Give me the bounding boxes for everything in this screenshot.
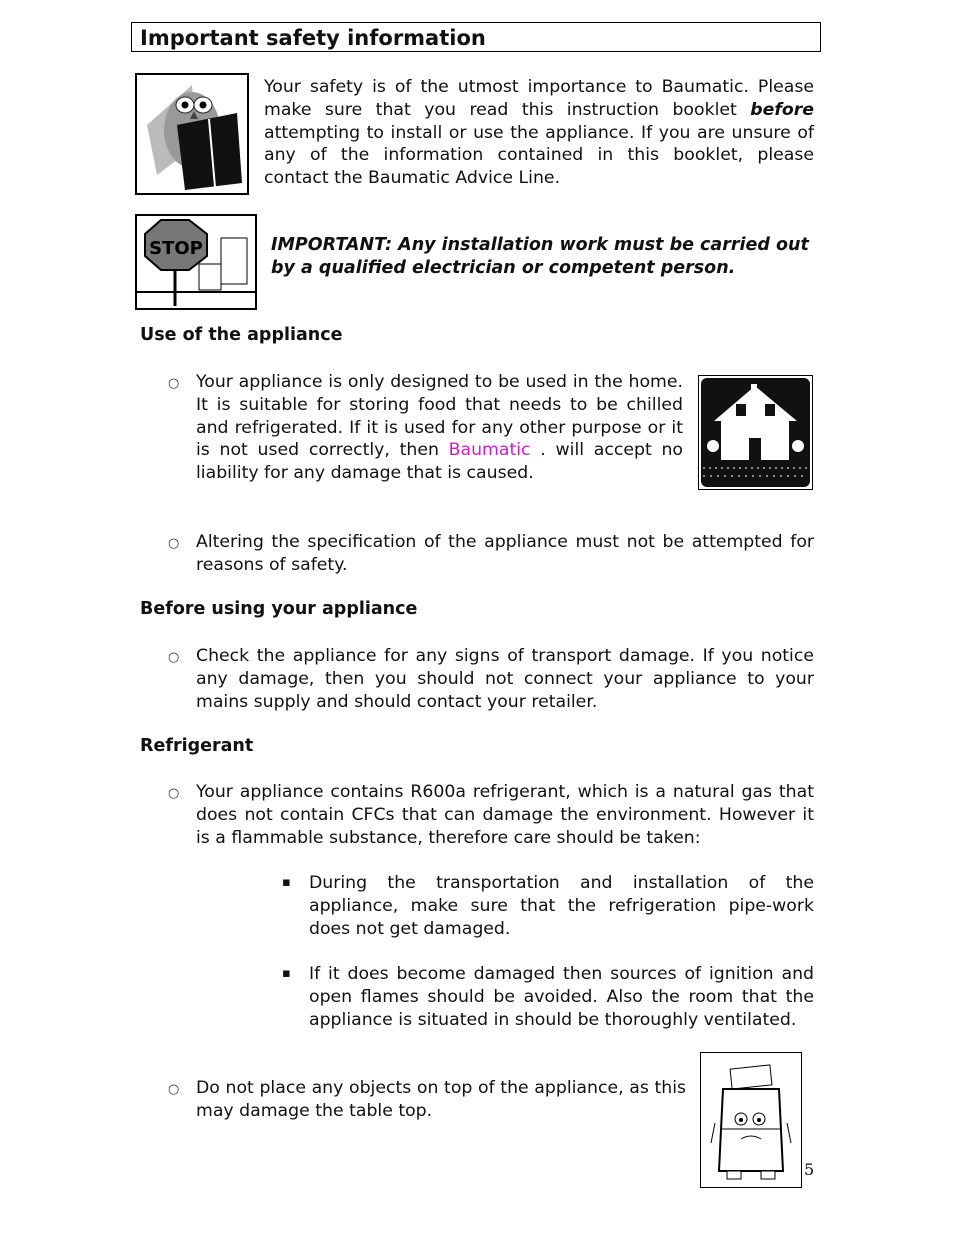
refrigerant-sub-1: During the transportation and installation of the appliance, make sure that the refrigeration pipe-work does not get damaged. bbox=[309, 873, 814, 939]
bullet-square: ▪ bbox=[282, 875, 291, 890]
refrigerant-item-2: Do not place any objects on top of the appliance, as this may damage the table top. bbox=[196, 1078, 686, 1121]
heading-use: Use of the appliance bbox=[140, 325, 343, 345]
intro-text-a: Your safety is of the utmost importance to Baumatic. Please make sure that you read this instruction booklet bbox=[264, 77, 814, 120]
heading-refrigerant: Refrigerant bbox=[140, 736, 254, 756]
before-item-1: Check the appliance for any signs of transport damage. If you notice any damage, then you should not connect your appliance to your mains supply and should contact your retailer. bbox=[196, 646, 814, 712]
heading-before: Before using your appliance bbox=[140, 599, 418, 619]
refrigerant-item-1: Your appliance contains R600a refrigerant, which is a natural gas that does not contain CFCs that can damage the environment. However it is a flammable substance, therefore care should be taken: bbox=[196, 782, 814, 848]
bullet-square: ▪ bbox=[282, 966, 291, 981]
house-icon bbox=[698, 375, 813, 490]
intro-text-b: attempting to install or use the appliance. If you are unsure of any of the information contained in this booklet, please contact the Baumatic Advice Line. bbox=[264, 122, 814, 189]
intro-emphasis: before bbox=[750, 99, 814, 120]
use-item-1 bbox=[196, 371, 683, 485]
page-title: Important safety information bbox=[140, 26, 486, 50]
important-notice: IMPORTANT: Any installation work must be carried out by a qualified electrician or competent person. bbox=[271, 235, 809, 278]
page-number: 5 bbox=[804, 1160, 815, 1179]
bullet-circle: ○ bbox=[168, 786, 180, 801]
use-item-2: Altering the specification of the appliance must not be attempted for reasons of safety. bbox=[196, 532, 814, 575]
bullet-circle: ○ bbox=[168, 536, 180, 551]
stop-sign-icon bbox=[135, 214, 257, 310]
bullet-circle: ○ bbox=[168, 1082, 180, 1097]
bullet-circle: ○ bbox=[168, 376, 180, 391]
use-item-1-text-b: . will accept no liability for any damage that is caused. bbox=[196, 440, 684, 484]
title-box bbox=[131, 22, 821, 52]
intro-paragraph bbox=[264, 76, 814, 190]
use-item-1-text: Your appliance is only designed to be used in the home. It is suitable for storing food that needs to be chilled and refrigerated. If it is used for any other purpose or it is not used correctly, then bbox=[196, 372, 683, 461]
owl-reading-icon bbox=[135, 73, 249, 195]
refrigerant-sub-2: If it does become damaged then sources of ignition and open flames should be avoided. Also the room that the appliance is situated in should be thoroughly ventilated. bbox=[309, 964, 814, 1030]
fridge-cartoon-icon bbox=[700, 1052, 802, 1188]
brand-name: Baumatic bbox=[448, 440, 531, 461]
bullet-circle: ○ bbox=[168, 650, 180, 665]
stop-sign-label: STOP bbox=[149, 238, 203, 259]
